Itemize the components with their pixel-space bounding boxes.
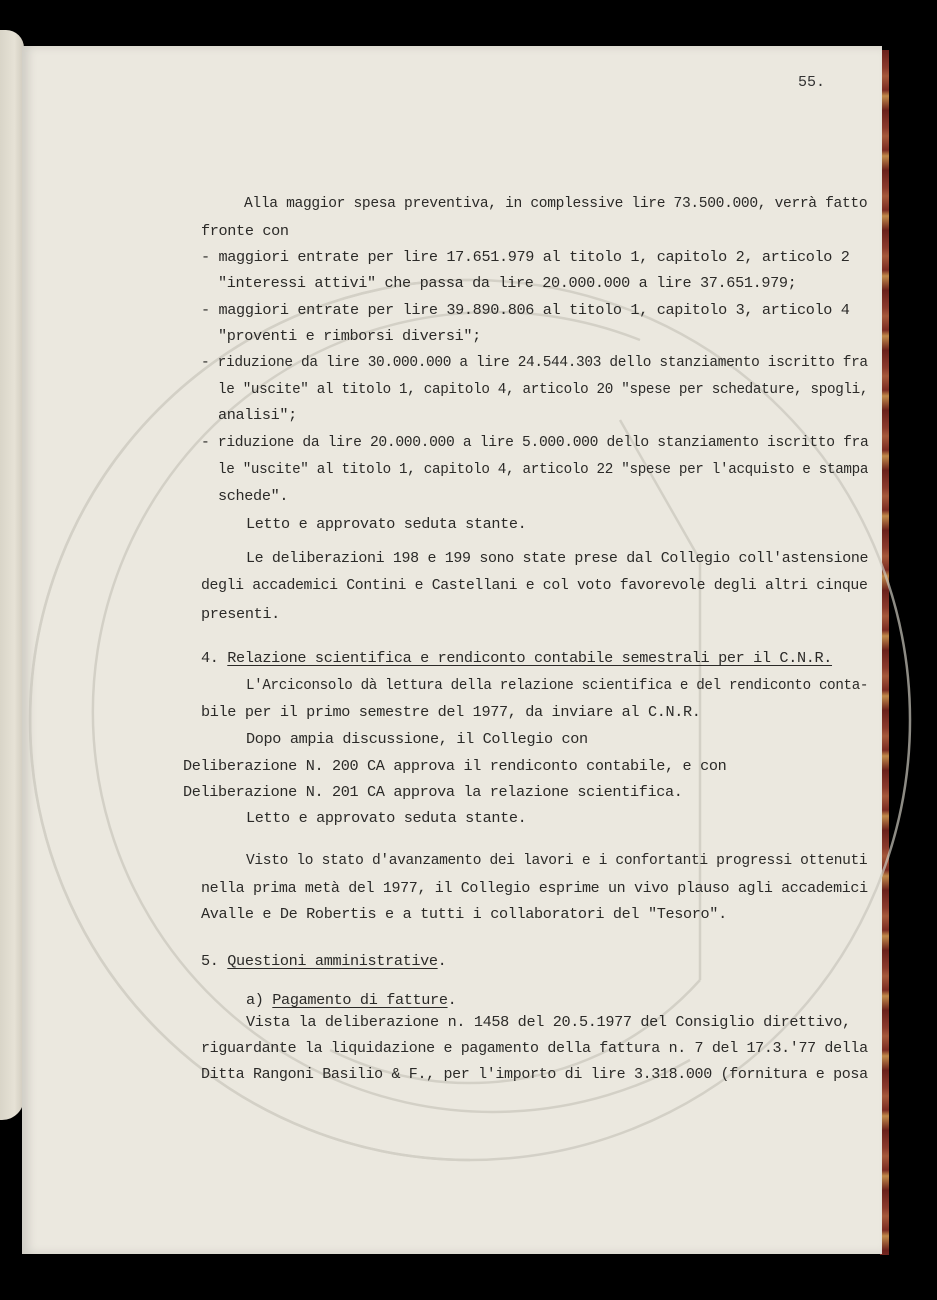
text-line: fronte con: [201, 222, 289, 240]
text-line: "interessi attivi" che passa da lire 20.000.000 a lire 37.651.979;: [218, 274, 797, 292]
bullet-item: - riduzione da lire 30.000.000 a lire 24.544.303 dello stanziamento iscritto fra: [201, 353, 868, 371]
text-line: Vista la deliberazione n. 1458 del 20.5.1977 del Consiglio direttivo,: [246, 1013, 851, 1031]
text-line: schede".: [218, 487, 289, 505]
section-heading-4: [201, 649, 832, 667]
section-title: Questioni amministrative: [227, 952, 438, 970]
facing-page-edge: [0, 30, 24, 1120]
text-line: le "uscite" al titolo 1, capitolo 4, articolo 22 "spese per l'acquisto e stampa: [218, 460, 869, 478]
text-line: degli accademici Contini e Castellani e col voto favorevole degli altri cinque: [201, 576, 868, 594]
text-line: riguardante la liquidazione e pagamento della fattura n. 7 del 17.3.'77 della: [201, 1039, 868, 1057]
text-line: nella prima metà del 1977, il Collegio esprime un vivo plauso agli accademici: [201, 879, 868, 897]
bullet-item: - maggiori entrate per lire 17.651.979 al titolo 1, capitolo 2, articolo 2: [201, 248, 850, 266]
section-heading-5: [201, 952, 446, 970]
bullet-item: - riduzione da lire 20.000.000 a lire 5.000.000 dello stanziamento iscritto fra: [201, 433, 869, 451]
text-line: bile per il primo semestre del 1977, da inviare al C.N.R.: [201, 703, 701, 721]
subsection-label: a): [246, 991, 273, 1009]
section-title: Relazione scientifica e rendiconto contabile semestrali per il C.N.R.: [227, 649, 833, 667]
text-line: "proventi e rimborsi diversi";: [218, 327, 481, 345]
text-line: Dopo ampia discussione, il Collegio con: [246, 730, 588, 748]
section-title-period: .: [437, 952, 447, 970]
text-line: le "uscite" al titolo 1, capitolo 4, articolo 20 "spese per schedature, spogli,: [218, 380, 869, 398]
text-line: L'Arciconsolo dà lettura della relazione scientifica e del rendiconto conta-: [246, 676, 869, 694]
bullet-item: - maggiori entrate per lire 39.890.806 al titolo 1, capitolo 3, articolo 4: [201, 301, 850, 319]
text-line: Deliberazione N. 200 CA approva il rendiconto contabile, e con: [183, 757, 727, 775]
page-number: 55.: [798, 74, 826, 91]
text-line: Avalle e De Robertis e a tutti i collaboratori del "Tesoro".: [201, 905, 727, 923]
subsection-title-period: .: [447, 991, 457, 1009]
text-line: Ditta Rangoni Basilio & F., per l'importo di lire 3.318.000 (fornitura e posa: [201, 1065, 868, 1083]
text-line: presenti.: [201, 605, 280, 623]
subsection-heading-a: [246, 991, 456, 1009]
subsection-title: Pagamento di fatture: [272, 991, 448, 1009]
text-line: Le deliberazioni 198 e 199 sono state prese dal Collegio coll'astensione: [246, 549, 869, 567]
section-number: 5.: [201, 952, 228, 970]
section-number: 4.: [201, 649, 228, 667]
text-line: analisi";: [218, 406, 297, 424]
text-line: Letto e approvato seduta stante.: [246, 515, 527, 533]
text-line: Deliberazione N. 201 CA approva la relazione scientifica.: [183, 783, 683, 801]
text-line: Letto e approvato seduta stante.: [246, 809, 527, 827]
text-line: Alla maggior spesa preventiva, in complessive lire 73.500.000, verrà fatto: [244, 194, 868, 212]
text-line: Visto lo stato d'avanzamento dei lavori e i confortanti progressi ottenuti: [246, 851, 868, 869]
